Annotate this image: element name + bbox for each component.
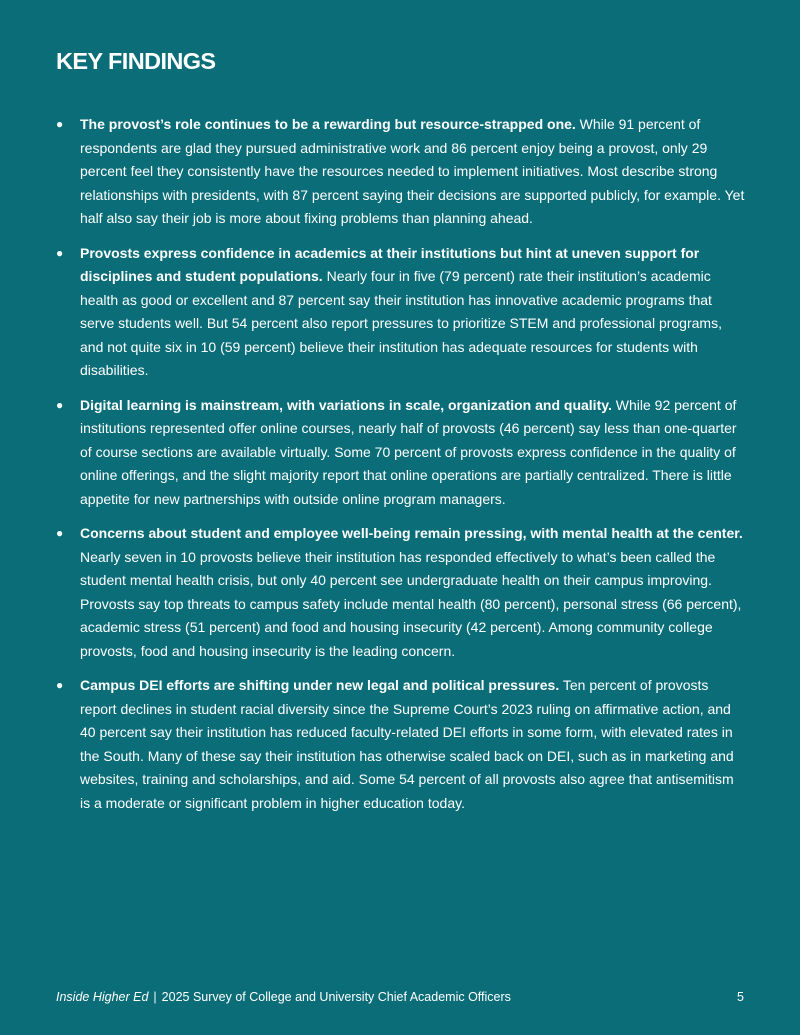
bullet-icon: ● [56,397,64,412]
finding-item [56,522,746,663]
bullet-icon: ● [56,117,64,131]
finding-lead: The provost’s role continues to be a rewarding but resource-strapped one. [80,116,576,132]
finding-item [56,394,746,512]
finding-body: Nearly four in five (79 percent) rate their institution’s academic health as good or excellent and 87 percent say their institution has innovative academic programs that serve students well. But 54 percent also report pressures to prioritize STEM and professional programs, and not quite six in 10 (59 percent) believe their institution has adequate resources for students with disabilities. [80,268,722,378]
finding-lead: Digital learning is mainstream, with variations in scale, organization and quality. [80,396,612,413]
finding-lead: Concerns about student and employee well-being remain pressing, with mental health at the center. [80,525,743,541]
page-number: 5 [737,990,744,1004]
finding-item [56,674,746,815]
page-footer [56,988,744,1006]
finding-body: While 91 percent of respondents are glad they pursued administrative work and 86 percent enjoy being a provost, only 29 percent feel they consistently have the resources needed to implement initiatives. Most describe strong relationships with presidents, with 87 percent saying their decisions are supported publicly, for example. Yet half also say their job is more about fixing problems than planning ahead. [80,116,745,226]
finding-body: While 92 percent of institutions represented offer online courses, nearly half of provosts (46 percent) say less than one-quarter of course sections are available virtually. Some 70 percent of provosts express confidence in the quality of online offerings, and the slight majority report that online operations are partially centralized. There is little appetite for new partnerships with outside online program managers. [80,396,737,507]
bullet-icon: ● [56,678,64,692]
finding-item [56,242,746,383]
key-findings-list [56,113,746,826]
footer-report-title: 2025 Survey of College and University Chief Academic Officers [161,990,511,1004]
finding-lead: Provosts express confidence in academics at their institutions but hint at uneven support for disciplines and student populations. [80,244,700,284]
finding-body: Nearly seven in 10 provosts believe their institution has responded effectively to what’s been called the student mental health crisis, but only 40 percent see undergraduate health on their campus improving. Provosts say top threats to campus safety include mental health (80 percent), personal stress (66 percent), academic stress (51 percent) and food and housing insecurity (42 percent). Among community college provosts, food and housing insecurity is the leading concern. [80,548,742,659]
footer-publication: Inside Higher Ed [56,990,149,1004]
finding-item [56,113,746,231]
finding-body: Ten percent of provosts report declines in student racial diversity since the Supreme Court’s 2023 ruling on affirmative action, and 40 percent say their institution has reduced faculty-related DEI efforts in some form, with elevated rates in the South. Many of these say their institution has otherwise scaled back on DEI, such as in marketing and websites, training and scholarships, and aid. Some 54 percent of all provosts also agree that antisemitism is a moderate or significant problem in higher education today. [80,677,734,811]
finding-lead: Campus DEI efforts are shifting under new legal and political pressures. [80,677,560,693]
page-title: KEY FINDINGS [56,48,216,74]
bullet-icon: ● [56,526,64,540]
bullet-icon: ● [56,245,64,260]
footer-separator: | [153,990,157,1004]
